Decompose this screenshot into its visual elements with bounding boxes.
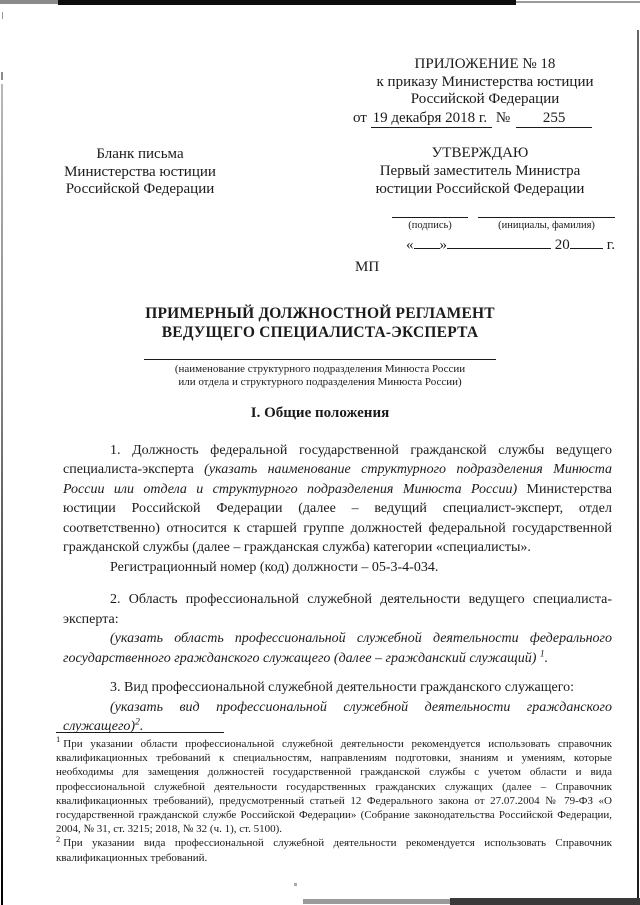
year-blank: [570, 235, 603, 249]
scan-top-bar-left: [0, 0, 58, 4]
paragraph-1-text: Министерства юстиции Российской Федерации (далее – ведущий специалист-эксперт, отдел соответственно) относится к старшей группе должностей федеральной государственной гражданской службы (далее – гражданская служба) категории «специалисты».: [63, 481, 612, 556]
title-note-rule: [144, 359, 496, 360]
year-suffix: г.: [606, 236, 615, 253]
order-number-value: 255: [516, 110, 592, 129]
scan-top-bar-main: [58, 0, 516, 5]
document-body: [63, 441, 612, 737]
paragraph-1: [63, 441, 612, 558]
signature-label: (подпись): [408, 220, 452, 231]
registration-number-line: Регистрационный номер (код) должности – 05-3-4-034.: [110, 559, 439, 575]
document-title-line2: ВЕДУЩЕГО СПЕЦИАЛИСТА-ЭКСПЕРТА: [161, 323, 479, 341]
order-date-line: [345, 110, 625, 129]
appendix-block: [345, 56, 625, 128]
signature-blank-line: [392, 208, 468, 218]
paragraph-3-note-text: (указать вид профессиональной служебной деятельности гражданского служащего): [63, 699, 612, 735]
day-blank: [414, 235, 440, 249]
approval-line: юстиции Российской Федерации: [375, 181, 585, 197]
footnote-separator: [56, 732, 224, 733]
scan-right-edge-line: [637, 30, 639, 905]
quote-close: »: [439, 236, 448, 253]
year-prefix: 20: [554, 236, 570, 253]
order-number-sign: №: [495, 109, 511, 126]
footnote-1: [56, 734, 612, 836]
month-blank: [447, 235, 551, 249]
quote-open: «: [406, 236, 414, 253]
section-heading: I. Общие положения: [250, 404, 390, 421]
title-note-block: [0, 359, 640, 390]
paragraph-2-italic-note: [63, 629, 612, 668]
footnote-ref-1: 1: [539, 649, 545, 660]
letterhead-line: Российской Федерации: [65, 181, 215, 197]
paragraph-3: 3. Вид профессиональной служебной деятельности гражданского служащего:: [110, 680, 574, 696]
scan-speck: [2, 12, 3, 19]
letterhead-line: Бланк письма: [96, 146, 184, 162]
name-label: (инициалы, фамилия): [498, 220, 595, 231]
appendix-line: Российской Федерации: [410, 91, 560, 107]
name-field: [478, 208, 615, 232]
title-note-line: (наименование структурного подразделения Минюста России: [174, 362, 466, 375]
name-blank-line: [478, 208, 615, 218]
title-note-line: или отдела и структурного подразделения Минюста России): [178, 376, 462, 389]
scan-bottom-bar-gray: [303, 899, 453, 904]
appendix-line: к приказу Министерства юстиции: [376, 73, 594, 90]
scan-speck: [294, 883, 297, 886]
approval-block: [345, 144, 615, 276]
paragraph-3-note-period: .: [139, 719, 144, 735]
footnote-1-marker: 1: [56, 734, 61, 745]
scan-top-bar-right: [516, 1, 640, 3]
footnote-2: [56, 833, 612, 864]
paragraph-2: 2. Область профессиональной служебной деятельности ведущего специалиста-эксперта:: [63, 592, 612, 627]
order-date-value: 19 декабря 2018 г.: [371, 110, 493, 129]
approval-line: УТВЕРЖДАЮ: [431, 145, 529, 161]
signature-row: [345, 208, 615, 232]
paragraph-2-note-text: (указать область профессиональной служебной деятельности федерального государственного гражданского служащего (далее – гражданский служащий): [63, 631, 612, 666]
footnote-2-marker: 2: [56, 833, 61, 844]
signature-field: [392, 208, 468, 232]
header-columns: [25, 144, 615, 276]
appendix-line: ПРИЛОЖЕНИЕ № 18: [414, 56, 556, 72]
document-title-line1: ПРИМЕРНЫЙ ДОЛЖНОСТНОЙ РЕГЛАМЕНТ: [145, 304, 495, 322]
footnote-1-text: При указании области профессиональной служебной деятельности рекомендуется использовать справочник квалификационных требований к специальностям, направлениям подготовки, знаниям и умениям, которые необходимы для замещения должностей государственной гражданской службы с учетом области и вида профессиональной служебной деятельности государственных гражданских служащих (далее – Справочник квалификационных требований), предусмотренный статьей 12 Федерального закона от 27.07.2004 № 79-ФЗ «О государственной гражданской службе Российской Федерации» (Собрание законодательства Российской Федерации, 2004, № 31, ст. 3215; 2018, № 32 (ч. 1), ст. 5100).: [56, 738, 612, 836]
stamp-placeholder: МП: [355, 258, 380, 275]
letterhead-line: Министерства юстиции: [64, 163, 216, 180]
paragraph-3-italic-note: [63, 698, 612, 737]
letterhead-block: [25, 144, 255, 276]
footnote-ref-2: 2: [135, 717, 140, 728]
scan-bottom-bar-dark: [450, 898, 640, 905]
paragraph-1-italic-note: (указать наименование структурного подразделения Минюста России или отдела и структурного подразделения Минюста России): [63, 462, 612, 497]
document-title: [0, 304, 640, 342]
scan-left-edge-line: [1, 84, 3, 905]
order-date-prefix: от: [353, 109, 367, 126]
paragraph-2-note-period: .: [544, 650, 549, 666]
date-blank-row: [345, 235, 615, 254]
paragraph-1-text: 1. Должность федеральной государственной гражданской службы ведущего специалиста-эксперта: [63, 442, 612, 478]
footnote-2-text: При указании вида профессиональной служебной деятельности рекомендуется использовать Справочник квалификационных требований.: [56, 837, 612, 864]
scan-speck: [1, 72, 3, 80]
footnotes-block: [56, 732, 612, 865]
approval-line: Первый заместитель Министра: [379, 163, 581, 179]
